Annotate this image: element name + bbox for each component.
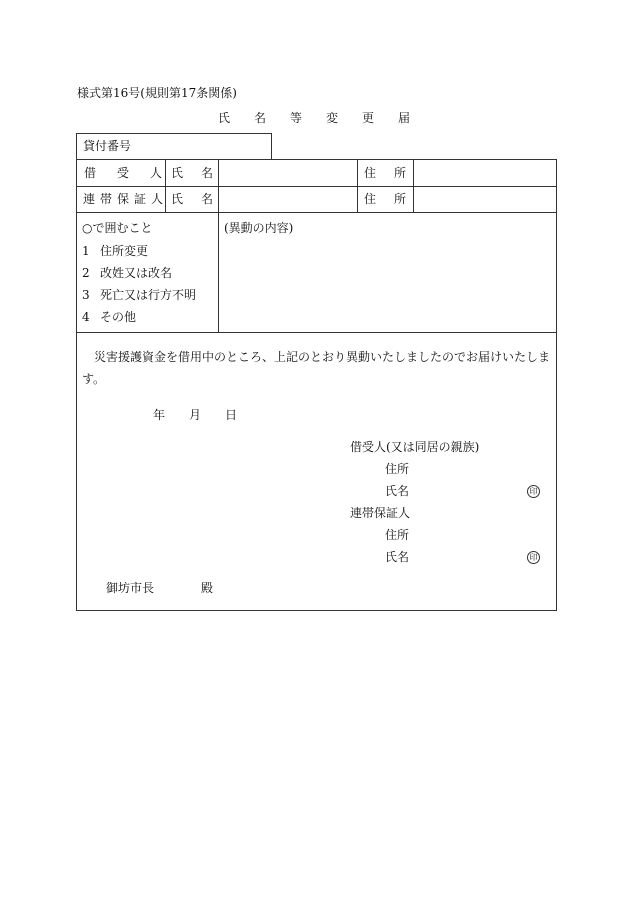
option-text: 死亡又は行方不明 [100,288,197,302]
role-char: 借 [84,166,97,180]
role-char: 保 [117,192,130,206]
option-number: 2 [82,266,90,280]
label-char: 所 [394,192,407,206]
change-instruction: ○で囲むこと [82,221,153,235]
guarantor-address-sign-label: 住所 [385,528,410,542]
guarantor-name-field[interactable] [222,192,354,208]
change-details-label: (異動の内容) [224,221,294,235]
borrower-name-sign-label: 氏名 [385,484,410,498]
change-details-field[interactable] [224,240,552,326]
row-divider [76,186,557,187]
role-char: 帯 [100,192,113,206]
title-char: 変 [326,111,339,125]
row-divider [76,332,557,333]
borrower-signature-heading: 借受人(又は同居の親族) [350,440,480,454]
option-number: 1 [82,244,90,258]
col-divider [165,159,166,212]
title-char: 更 [362,111,375,125]
option-text: その他 [100,310,137,324]
borrower-name-field[interactable] [222,166,354,182]
role-char: 人 [151,192,164,206]
role-char: 証 [134,192,147,206]
label-char: 住 [364,192,377,206]
option-text: 住所変更 [100,244,149,258]
option-number: 3 [82,288,90,302]
role-char: 受 [117,166,130,180]
role-char: 人 [150,166,163,180]
label-char: 氏 [171,192,184,206]
title-char: 等 [290,111,303,125]
form-number: 様式第16号(規則第17条関係) [77,86,237,100]
guarantor-address-field[interactable] [417,192,553,208]
label-char: 名 [201,192,214,206]
role-char: 連 [83,192,96,206]
loan-number-label: 貸付番号 [83,139,132,153]
label-char: 名 [201,166,214,180]
col-divider [218,212,219,332]
guarantor-name-sign-label: 氏名 [385,550,410,564]
seal-icon: 印 [527,551,540,564]
addressee: 御坊市長 [106,581,155,595]
col-divider [413,159,414,212]
title-char: 氏 [218,111,231,125]
col-divider [218,159,219,212]
borrower-address-sign-label: 住所 [385,462,410,476]
borrower-address-field[interactable] [417,166,553,182]
declaration-statement: 災害援護資金を借用中のところ、上記のとおり異動いたしましたのでお届けいたします。 [82,350,551,386]
option-number: 4 [82,310,90,324]
honorific: 殿 [201,581,214,595]
title-char: 届 [398,111,411,125]
date-year: 年 [153,408,166,422]
guarantor-signature-heading: 連帯保証人 [350,506,411,520]
row-divider [76,212,557,213]
label-char: 所 [394,166,407,180]
label-char: 氏 [171,166,184,180]
seal-icon: 印 [527,485,540,498]
date-month: 月 [189,408,202,422]
label-char: 住 [364,166,377,180]
option-text: 改姓又は改名 [100,266,173,280]
loan-number-field[interactable] [140,140,268,154]
col-divider [357,159,358,212]
date-day: 日 [225,408,238,422]
title-char: 名 [254,111,267,125]
